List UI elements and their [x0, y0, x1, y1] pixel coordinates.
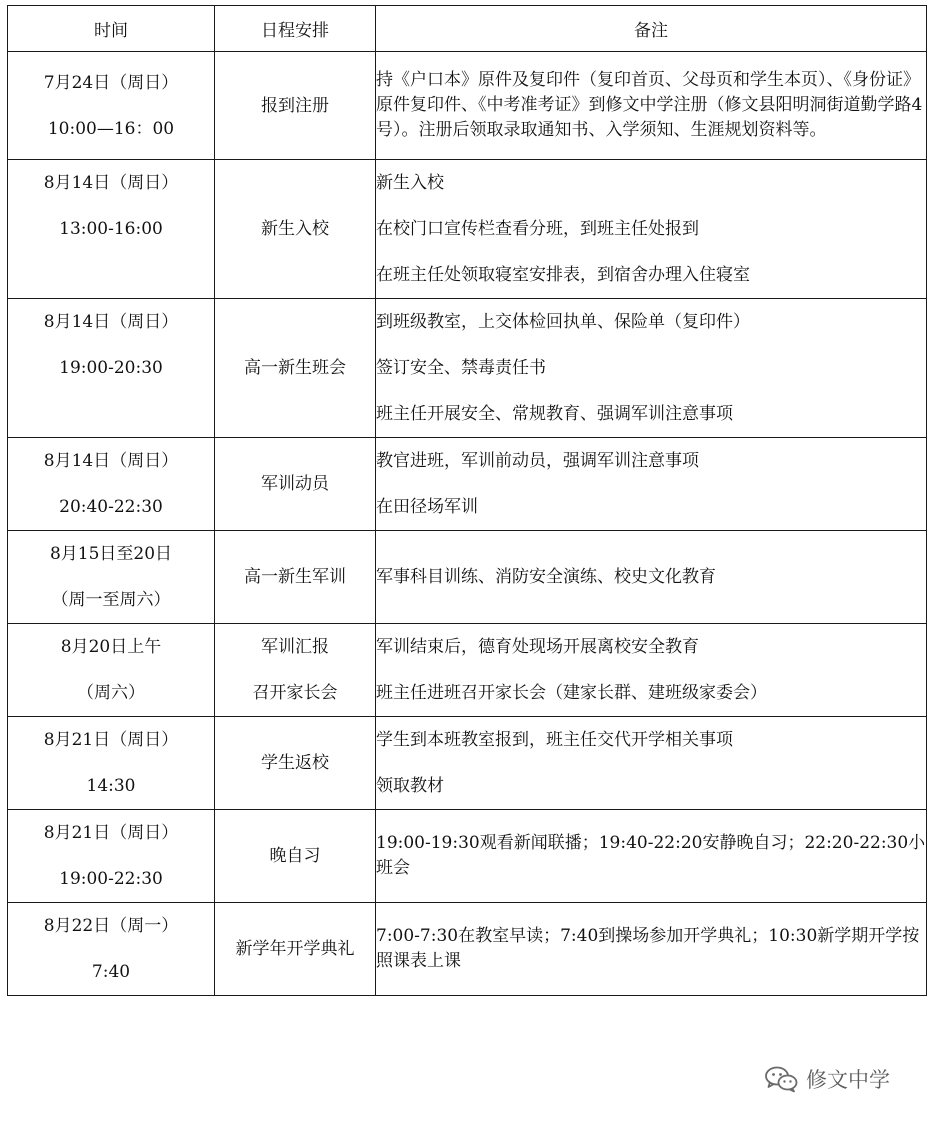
- note-line: 到班级教室，上交体检回执单、保险单（复印件）: [376, 312, 750, 332]
- event-label: 新生入校: [261, 219, 329, 239]
- time-cell: [8, 717, 215, 810]
- time-cell: [8, 531, 215, 624]
- note-line: 持《户口本》原件及复印件（复印首页、父母页和学生本页）、《身份证》原件复印件、《中考准考证》到修文中学注册（修文县阳明洞街道勤学路4号）。注册后领取录取通知书、入学须知、生涯规划资料等。: [376, 70, 923, 140]
- schedule-table: [7, 5, 927, 996]
- time-range: （周六）: [77, 683, 145, 703]
- wechat-watermark: [764, 1064, 890, 1094]
- note-line: 军训结束后，德育处现场开展离校安全教育: [376, 637, 699, 657]
- event-cell: [215, 531, 376, 624]
- time-cell: [8, 299, 215, 438]
- note-line: 教官进班，军训前动员，强调军训注意事项: [376, 451, 699, 471]
- watermark-text: 修文中学: [806, 1068, 890, 1092]
- note-cell: [376, 903, 927, 996]
- note-line: 7:00-7:30在教室早读；7:40到操场参加开学典礼；10:30新学期开学按照课表上课: [376, 926, 920, 971]
- note-cell: [376, 299, 927, 438]
- note-cell: [376, 438, 927, 531]
- header-row: [8, 6, 927, 52]
- table-row: [8, 52, 927, 160]
- event-cell: [215, 160, 376, 299]
- time-cell: [8, 903, 215, 996]
- note-line: 在田径场军训: [376, 497, 478, 517]
- time-date: 8月14日（周日）: [43, 451, 179, 471]
- time-range: 13:00-16:00: [59, 219, 163, 239]
- wechat-icon: [764, 1065, 798, 1093]
- note-line: 新生入校: [376, 173, 444, 193]
- event-cell: [215, 810, 376, 903]
- time-cell: [8, 160, 215, 299]
- note-line: 19:00-19:30观看新闻联播；19:40-22:20安静晚自习；22:20-22:30小班会: [376, 833, 926, 878]
- event-cell: [215, 52, 376, 160]
- header-note: 备注: [376, 6, 927, 52]
- note-cell: [376, 160, 927, 299]
- note-line: 军事科目训练、消防安全演练、校史文化教育: [376, 567, 716, 587]
- time-range: 10:00—16：00: [47, 118, 175, 139]
- event-label: 召开家长会: [252, 683, 338, 703]
- spacer: [8, 252, 214, 298]
- event-cell: [215, 624, 376, 717]
- time-range: 19:00-20:30: [59, 358, 163, 378]
- event-label: 军训汇报: [261, 637, 329, 657]
- table-row: [8, 903, 927, 996]
- time-date: 8月21日（周日）: [43, 730, 179, 750]
- table-row: [8, 299, 927, 438]
- time-date: 8月14日（周日）: [43, 173, 179, 193]
- note-line: 班主任开展安全、常规教育、强调军训注意事项: [376, 404, 733, 424]
- event-label: 高一新生军训: [244, 567, 346, 587]
- spacer: [8, 391, 214, 437]
- event-label: 报到注册: [261, 95, 329, 116]
- note-cell: [376, 624, 927, 717]
- time-range: 14:30: [86, 776, 136, 796]
- time-cell: [8, 52, 215, 160]
- note-cell: [376, 52, 927, 160]
- time-range: 19:00-22:30: [59, 869, 163, 889]
- event-cell: [215, 903, 376, 996]
- time-range: 7:40: [91, 962, 131, 982]
- note-cell: [376, 810, 927, 903]
- time-date: 7月24日（周日）: [43, 72, 179, 93]
- note-line: 学生到本班教室报到，班主任交代开学相关事项: [376, 730, 733, 750]
- event-cell: [215, 717, 376, 810]
- time-date: 8月14日（周日）: [43, 312, 179, 332]
- event-label: 学生返校: [261, 753, 329, 773]
- event-cell: [215, 438, 376, 531]
- time-cell: [8, 810, 215, 903]
- time-date: 8月22日（周一）: [43, 916, 179, 936]
- time-range: 20:40-22:30: [59, 497, 163, 517]
- note-line: 领取教材: [376, 776, 444, 796]
- event-label: 新学年开学典礼: [235, 939, 355, 959]
- note-cell: [376, 531, 927, 624]
- event-label: 晚自习: [269, 846, 321, 866]
- table-row: [8, 810, 927, 903]
- event-label: 军训动员: [261, 474, 329, 494]
- time-range: （周一至周六）: [51, 590, 171, 610]
- table-row: [8, 531, 927, 624]
- note-line: 班主任进班召开家长会（建家长群、建班级家委会）: [376, 683, 767, 703]
- note-cell: [376, 717, 927, 810]
- time-date: 8月21日（周日）: [43, 823, 179, 843]
- header-event: 日程安排: [215, 6, 376, 52]
- note-line: 在班主任处领取寝室安排表，到宿舍办理入住寝室: [376, 265, 750, 285]
- header-time: 时间: [8, 6, 215, 52]
- event-label: 高一新生班会: [244, 358, 346, 378]
- time-cell: [8, 438, 215, 531]
- table-row: [8, 438, 927, 531]
- time-cell: [8, 624, 215, 717]
- table-row: [8, 717, 927, 810]
- time-date: 8月15日至20日: [49, 544, 173, 564]
- table-row: [8, 160, 927, 299]
- time-date: 8月20日上午: [60, 637, 162, 657]
- note-line: 签订安全、禁毒责任书: [376, 358, 546, 378]
- event-cell: [215, 299, 376, 438]
- table-row: [8, 624, 927, 717]
- note-line: 在校门口宣传栏查看分班，到班主任处报到: [376, 219, 699, 239]
